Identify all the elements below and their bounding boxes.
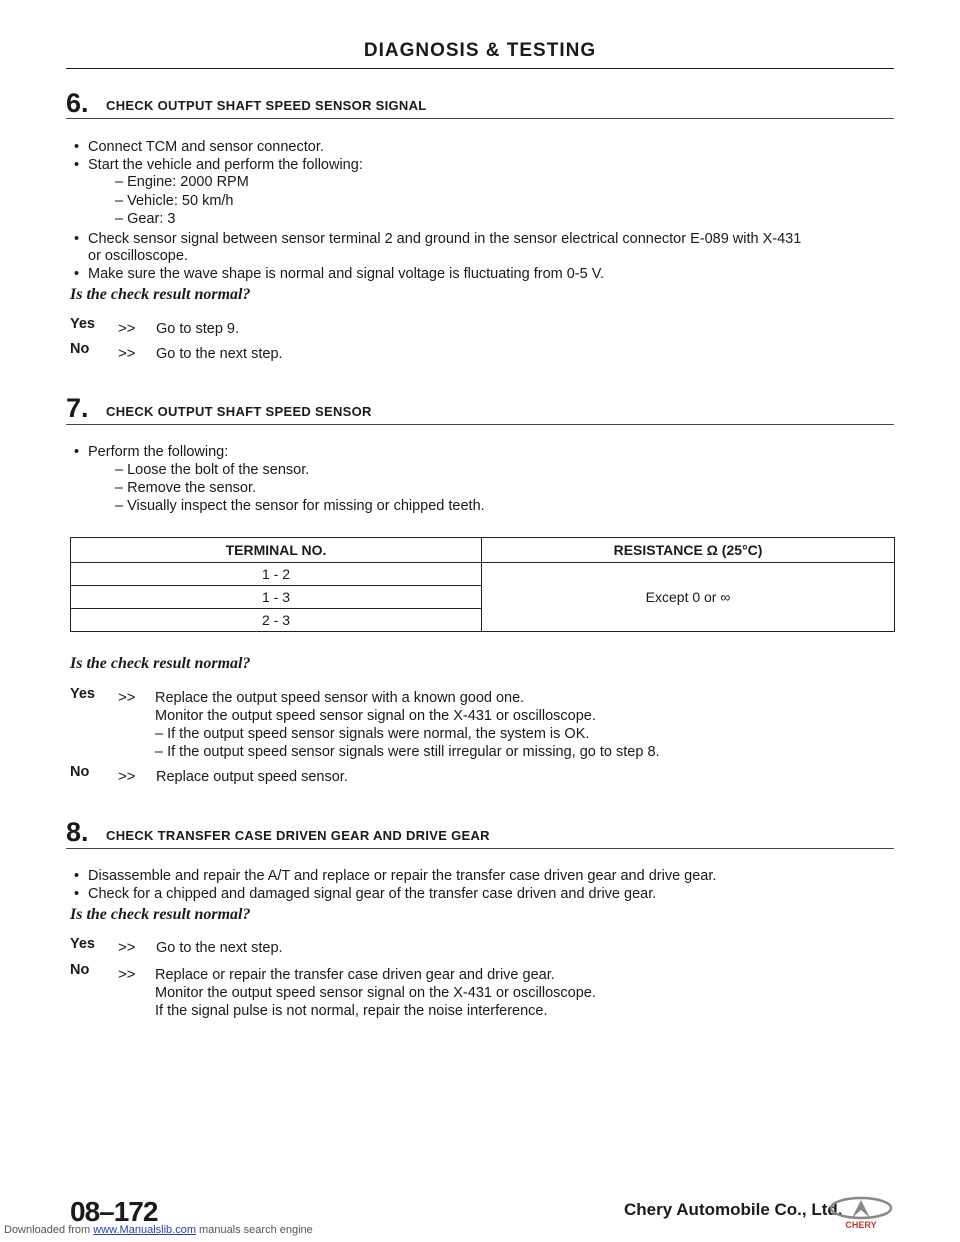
step-6-subitem-2: – Vehicle: 50 km/h [115,193,234,209]
table-header-terminal: TERMINAL NO. [71,538,482,563]
logo-text: CHERY [845,1220,877,1230]
step-8-no-line-3: If the signal pulse is not normal, repair the noise interference. [155,1003,548,1019]
download-credit [4,1224,313,1236]
step-6-title: CHECK OUTPUT SHAFT SPEED SENSOR SIGNAL [106,98,427,113]
step-6-bullet-3-cont: or oscilloscope. [88,248,188,264]
page-header-title: DIAGNOSIS & TESTING [363,40,597,61]
download-suffix: manuals search engine [199,1224,313,1236]
step-6-yes-arrow: >> [118,320,136,337]
table-row [71,563,895,586]
step-6-divider [66,118,894,119]
table-header-resistance: RESISTANCE Ω (25°C) [482,538,895,563]
step-7-subitem-3: – Visually inspect the sensor for missing or chipped teeth. [115,498,485,514]
step-7-no-label: No [70,764,90,780]
step-6-bullet-2: • Start the vehicle and perform the following: [88,156,363,175]
step-7-number: 7. [66,393,89,423]
step-7-yes-arrow: >> [118,689,136,706]
step-6-no-text: Go to the next step. [156,346,283,362]
step-6-question: Is the check result normal? [70,286,251,303]
step-8-no-line-1: Replace or repair the transfer case driven gear and drive gear. [155,967,555,983]
step-7-no-text: Replace output speed sensor. [156,769,348,785]
page-number: 08–172 [70,1196,158,1227]
download-prefix: Downloaded from [4,1224,91,1236]
step-8-yes-arrow: >> [118,939,136,956]
step-8-divider [66,848,894,849]
chery-logo [826,1196,896,1235]
step-7-subitem-1: – Loose the bolt of the sensor. [115,462,310,478]
step-8-no-line-2: Monitor the output speed sensor signal on the X-431 or oscilloscope. [155,985,596,1001]
step-6-number: 6. [66,88,89,118]
step-7-yes-label: Yes [70,686,95,702]
terminal-cell: 1 - 2 [71,563,482,586]
step-7-no-arrow: >> [118,768,136,785]
manualslib-link[interactable]: www.Manualslib.com [93,1224,196,1236]
step-8-number: 8. [66,817,89,847]
step-8-question: Is the check result normal? [70,906,251,923]
step-8-title: CHECK TRANSFER CASE DRIVEN GEAR AND DRIVE GEAR [106,828,490,843]
step-7-yes-line-2: Monitor the output speed sensor signal on the X-431 or oscilloscope. [155,708,596,724]
step-6-yes-label: Yes [70,316,95,332]
terminal-cell: 1 - 3 [71,586,482,609]
table-header-row [71,538,895,563]
chery-logo-icon [826,1196,896,1230]
header-divider [66,68,894,69]
terminal-cell: 2 - 3 [71,609,482,632]
step-8-yes-label: Yes [70,936,95,952]
step-7-yes-line-4: – If the output speed sensor signals were still irregular or missing, go to step 8. [155,744,660,760]
step-7-yes-line-3: – If the output speed sensor signals were normal, the system is OK. [155,726,590,742]
step-6-bullet-3: • Check sensor signal between sensor terminal 2 and ground in the sensor electrical connector E-089 with X-431 [88,230,801,249]
company-name: Chery Automobile Co., Ltd. [624,1200,843,1219]
step-6-subitem-1: – Engine: 2000 RPM [115,174,249,190]
step-6-no-label: No [70,341,90,357]
step-8-bullet-2: • Check for a chipped and damaged signal gear of the transfer case driven and drive gear. [88,885,656,904]
step-7-bullet-1: • Perform the following: [88,443,228,462]
step-7-title: CHECK OUTPUT SHAFT SPEED SENSOR [106,404,372,419]
step-6-bullet-4: • Make sure the wave shape is normal and signal voltage is fluctuating from 0-5 V. [88,265,604,284]
step-8-bullet-1: • Disassemble and repair the A/T and replace or repair the transfer case driven gear and drive gear. [88,867,716,886]
step-6-subitem-3: – Gear: 3 [115,211,176,227]
step-8-no-label: No [70,962,90,978]
step-7-yes-line-1: Replace the output speed sensor with a known good one. [155,690,525,706]
step-7-question: Is the check result normal? [70,655,251,672]
step-6-bullet-1: • Connect TCM and sensor connector. [88,138,324,157]
step-8-no-arrow: >> [118,966,136,983]
step-8-yes-text: Go to the next step. [156,940,283,956]
step-7-divider [66,424,894,425]
resistance-table [70,537,895,632]
step-6-no-arrow: >> [118,345,136,362]
step-6-yes-text: Go to step 9. [156,321,240,337]
resistance-cell: Except 0 or ∞ [482,563,895,632]
step-7-subitem-2: – Remove the sensor. [115,480,257,496]
